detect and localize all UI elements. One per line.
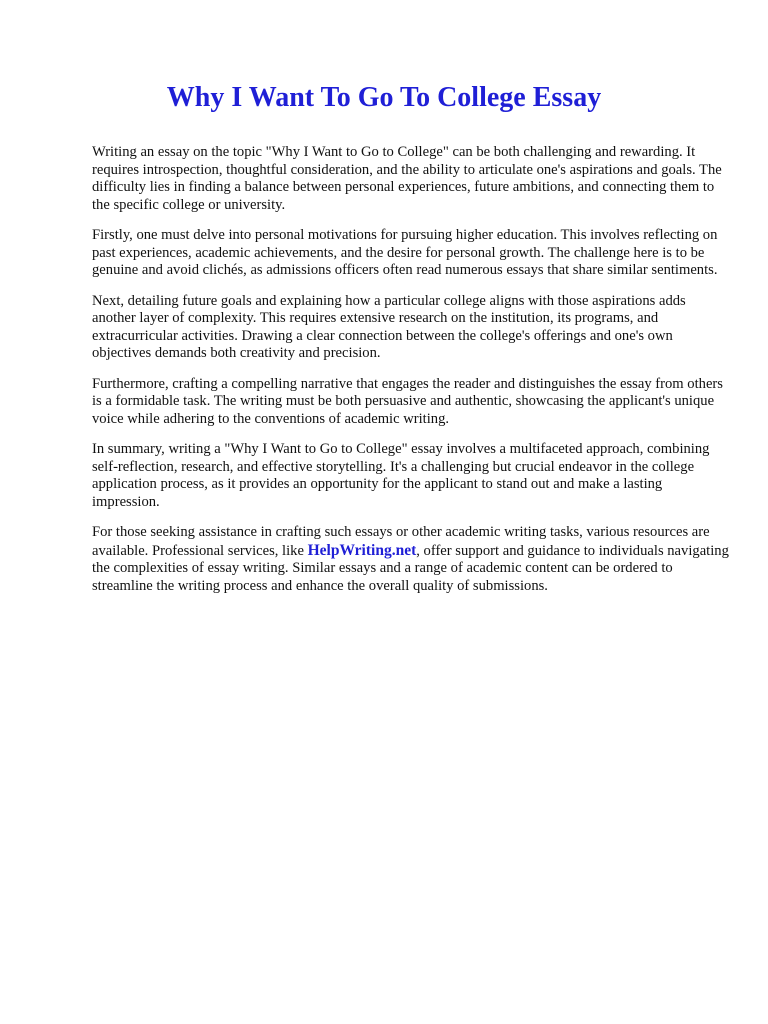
- document-title: Why I Want To Go To College Essay: [166, 82, 602, 113]
- resources-text-before-link: For those seeking assistance in crafting such essays or other academic writing tasks, various resources are available. Professional services, like: [92, 524, 710, 559]
- helpwriting-link[interactable]: HelpWriting.net: [307, 541, 417, 559]
- paragraph-motivations: Firstly, one must delve into personal motivations for pursuing higher education. This involves reflecting on past experiences, academic achievements, and the desire for personal growth. The challenge here is to be genuine and avoid clichés, as admissions officers often read numerous essays that share similar sentiments.: [92, 227, 718, 278]
- paragraph-intro: Writing an essay on the topic "Why I Want to Go to College" can be both challenging and rewarding. It requires introspection, thoughtful consideration, and the ability to articulate one's aspirations and goals. The difficulty lies in finding a balance between personal experiences, future ambitions, and connecting them to the specific college or university.: [92, 144, 722, 213]
- paragraph-resources: [92, 524, 732, 595]
- paragraph-summary: In summary, writing a "Why I Want to Go to College" essay involves a multifaceted approach, combining self-reflection, research, and effective storytelling. It's a challenging but crucial endeavor in the college application process, as it provides an opportunity for the applicant to stand out and make a lasting impression.: [92, 441, 710, 510]
- paragraph-narrative: Furthermore, crafting a compelling narrative that engages the reader and distinguishes the essay from others is a formidable task. The writing must be both persuasive and authentic, showcasing the applicant's unique voice while adhering to the conventions of academic writing.: [92, 375, 723, 427]
- paragraph-goals: Next, detailing future goals and explaining how a particular college aligns with those aspirations adds another layer of complexity. This requires extensive research on the institution, its programs, and extracurricular activities. Drawing a clear connection between the college's offerings and one's own objectives demands both creativity and precision.: [92, 292, 686, 361]
- resources-text-after-link: , offer support and guidance to individuals navigating the complexities of essay writing. Similar essays and a range of academic content can be ordered to streamline the writing process and enhance the overall quality of submissions.: [92, 542, 729, 594]
- document-body: [92, 144, 732, 608]
